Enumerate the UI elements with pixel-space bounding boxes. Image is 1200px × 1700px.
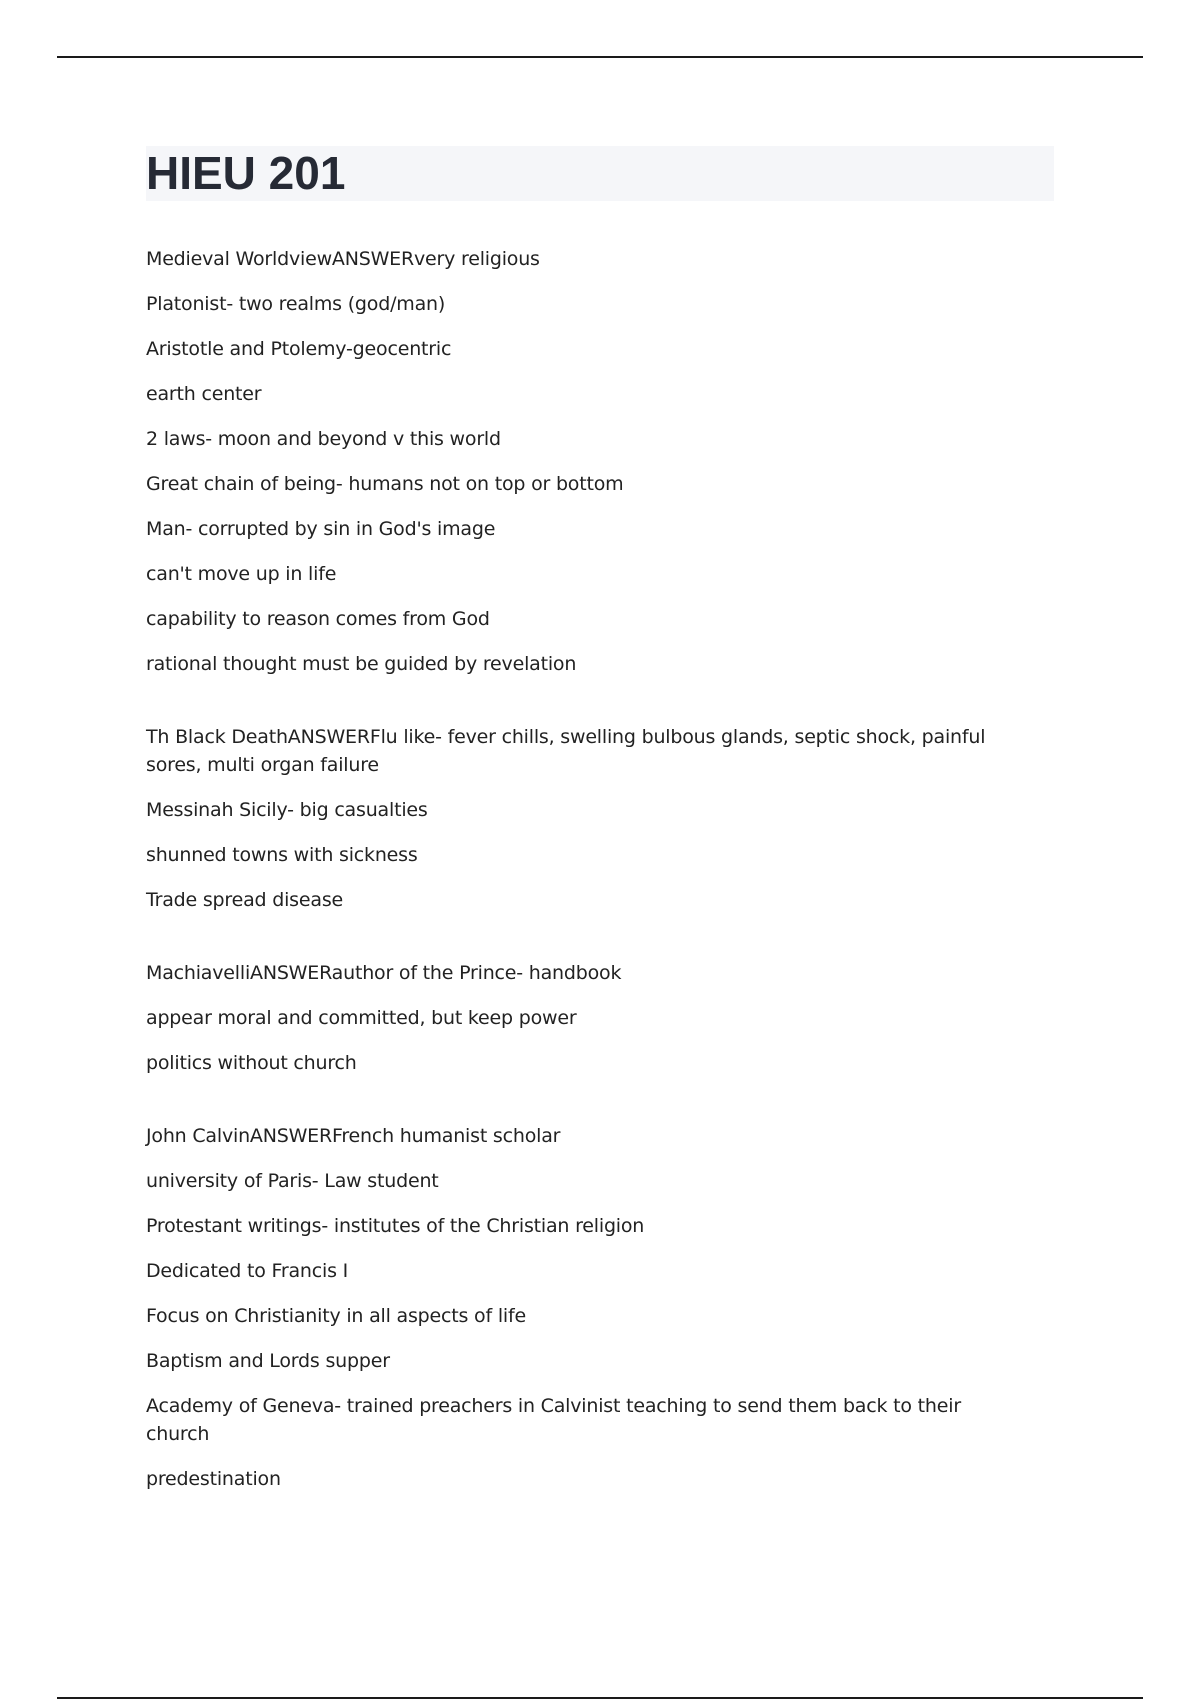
text-line: Platonist- two realms (god/man) bbox=[146, 293, 446, 315]
text-line: Academy of Geneva- trained preachers in Calvinist teaching to send them back to their church bbox=[146, 1395, 961, 1445]
text-line: MachiavelliANSWERauthor of the Prince- handbook bbox=[146, 962, 622, 984]
section-john-calvin bbox=[146, 1122, 1026, 1493]
section-black-death bbox=[146, 723, 1026, 914]
text-line: Baptism and Lords supper bbox=[146, 1350, 390, 1372]
text-line: earth center bbox=[146, 383, 262, 405]
text-line: capability to reason comes from God bbox=[146, 608, 490, 630]
text-line: 2 laws- moon and beyond v this world bbox=[146, 428, 501, 450]
section-machiavelli bbox=[146, 959, 1026, 1077]
text-line: Aristotle and Ptolemy-geocentric bbox=[146, 338, 452, 360]
text-line: Man- corrupted by sin in God's image bbox=[146, 518, 496, 540]
text-line: rational thought must be guided by revelation bbox=[146, 653, 577, 675]
header-rule bbox=[57, 56, 1143, 58]
text-line: John CalvinANSWERFrench humanist scholar bbox=[146, 1125, 561, 1147]
text-line: university of Paris- Law student bbox=[146, 1170, 439, 1192]
text-line: Medieval WorldviewANSWERvery religious bbox=[146, 248, 540, 270]
section-medieval-worldview bbox=[146, 245, 1026, 678]
text-line: politics without church bbox=[146, 1052, 357, 1074]
text-line: Trade spread disease bbox=[146, 889, 344, 911]
text-line: Great chain of being- humans not on top or bottom bbox=[146, 473, 624, 495]
text-line: can't move up in life bbox=[146, 563, 337, 585]
document-body bbox=[146, 245, 1026, 1538]
text-line: Messinah Sicily- big casualties bbox=[146, 799, 428, 821]
text-line: Th Black DeathANSWERFlu like- fever chills, swelling bulbous glands, septic shock, painful sores, multi organ failure bbox=[146, 726, 986, 776]
text-line: Protestant writings- institutes of the Christian religion bbox=[146, 1215, 645, 1237]
document-title: HIEU 201 bbox=[146, 147, 346, 199]
text-line: Focus on Christianity in all aspects of life bbox=[146, 1305, 526, 1327]
text-line: predestination bbox=[146, 1468, 281, 1490]
text-line: shunned towns with sickness bbox=[146, 844, 418, 866]
text-line: appear moral and committed, but keep power bbox=[146, 1007, 577, 1029]
footer-rule bbox=[57, 1697, 1143, 1699]
text-line: Dedicated to Francis I bbox=[146, 1260, 349, 1282]
